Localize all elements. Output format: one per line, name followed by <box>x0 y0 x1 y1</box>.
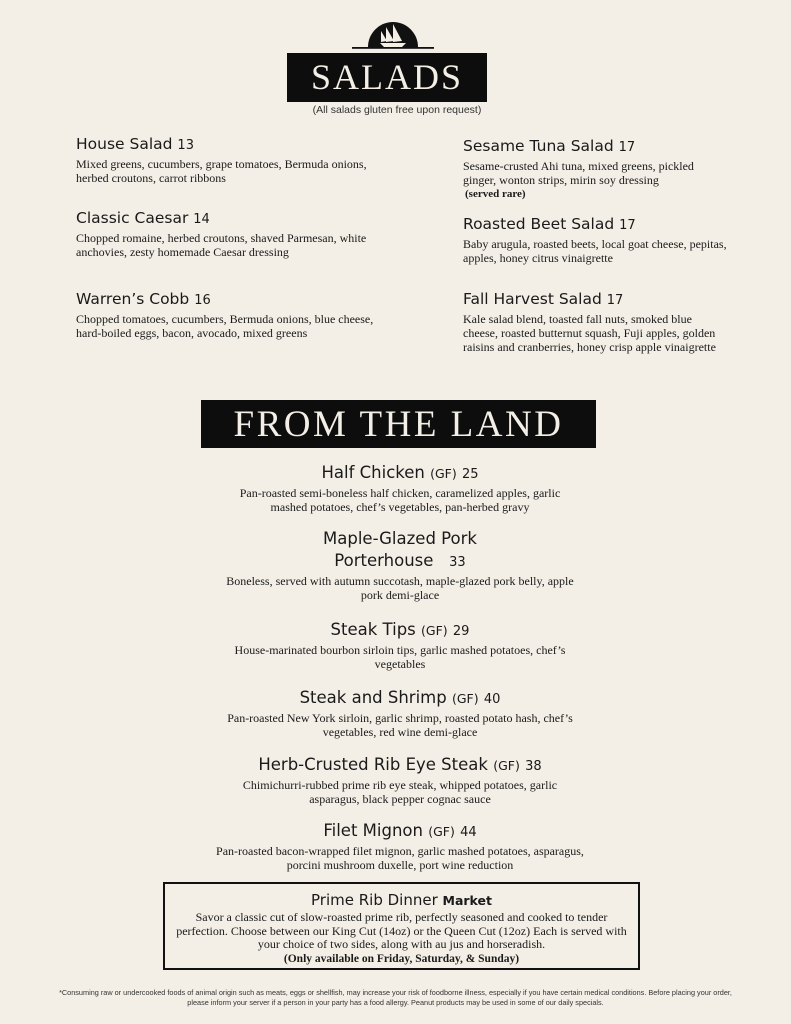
salads-note: (All salads gluten free upon request) <box>312 104 482 116</box>
menu-item <box>463 289 728 354</box>
gf-badge: (GF) <box>421 623 448 638</box>
item-name: Maple-Glazed Pork <box>323 529 477 548</box>
item-price: Market <box>442 893 492 908</box>
item-description: Pan-roasted semi-boneless half chicken, caramelized apples, garlic mashed potatoes, chef’s vegetables, pan-herbed gravy <box>239 486 561 514</box>
item-name: Steak and Shrimp <box>299 688 447 707</box>
item-description: Pan-roasted New York sirloin, garlic shrimp, roasted potato hash, chef’s vegetables, red wine demi-glace <box>227 711 573 739</box>
prime-rib-box <box>163 882 640 970</box>
item-description: Chopped tomatoes, cucumbers, Bermuda onions, blue cheese, hard-boiled eggs, bacon, avocado, mixed greens <box>76 312 374 340</box>
item-price: 33 <box>449 555 466 570</box>
menu-item <box>150 528 650 602</box>
item-price: 17 <box>619 218 636 233</box>
item-name: Steak Tips <box>330 620 416 639</box>
item-note: (served rare) <box>465 188 526 200</box>
gf-badge: (GF) <box>493 758 520 773</box>
menu-item <box>76 289 376 340</box>
menu-item <box>150 462 650 514</box>
item-name: Herb-Crusted Rib Eye Steak <box>258 755 488 774</box>
item-price: 13 <box>177 138 194 153</box>
item-price: 38 <box>525 759 542 774</box>
menu-item <box>76 134 376 185</box>
item-price: 17 <box>618 140 636 155</box>
item-description: Chopped romaine, herbed croutons, shaved Parmesan, white anchovies, zesty homemade Caesar dressing <box>76 231 367 259</box>
menu-item <box>463 214 728 265</box>
item-price: 25 <box>461 467 479 482</box>
menu-item <box>150 820 650 872</box>
ship-logo-icon <box>350 17 436 51</box>
item-price: 40 <box>483 692 501 707</box>
item-name: Roasted Beet Salad <box>463 215 615 233</box>
menu-item <box>150 687 650 739</box>
item-description: Kale salad blend, toasted fall nuts, smoked blue cheese, roasted butternut squash, Fuji apples, golden raisins and cranberries, honey crisp apple vinaigrette <box>463 312 716 354</box>
menu-item <box>463 136 728 201</box>
item-description: Chimichurri-rubbed prime rib eye steak, whipped potatoes, garlic asparagus, black pepper cognac sauce <box>242 778 558 806</box>
item-name: Sesame Tuna Salad <box>463 137 614 155</box>
menu-item <box>150 619 650 671</box>
disclaimer: *Consuming raw or undercooked foods of animal origin such as meats, eggs or shellfish, may increase your risk of foodborne illness, especially if you have certain medical conditions. Before placing your order, please inform your server if a person in your party has a food allergy. Peanut products may be used in some of our daily specials. <box>59 988 732 1007</box>
item-price: 16 <box>194 293 211 308</box>
item-price: 44 <box>460 825 477 840</box>
item-description: Mixed greens, cucumbers, grape tomatoes, Bermuda onions, herbed croutons, carrot ribbons <box>76 157 367 185</box>
item-name: Fall Harvest Salad <box>463 290 602 308</box>
item-name: Filet Mignon <box>323 821 423 840</box>
item-description: Sesame-crusted Ahi tuna, mixed greens, pickled ginger, wonton strips, mirin soy dressing <box>463 159 694 187</box>
land-title: FROM THE LAND <box>201 400 596 448</box>
item-name: House Salad <box>76 135 173 153</box>
item-price: 29 <box>452 624 470 639</box>
item-name: Half Chicken <box>321 463 425 482</box>
item-name: Prime Rib Dinner <box>311 891 438 909</box>
item-name: Classic Caesar <box>76 209 189 227</box>
gf-badge: (GF) <box>430 466 457 481</box>
item-price: 14 <box>193 212 210 227</box>
menu-item <box>150 754 650 806</box>
salads-title: SALADS <box>287 53 487 102</box>
item-name-line2: Porterhouse <box>334 551 434 570</box>
item-description: Baby arugula, roasted beets, local goat cheese, pepitas, apples, honey citrus vinaigrette <box>463 237 727 265</box>
availability-note: (Only available on Friday, Saturday, & Sunday) <box>283 952 520 965</box>
item-name: Warren’s Cobb <box>76 290 190 308</box>
item-description: Pan-roasted bacon-wrapped filet mignon, garlic mashed potatoes, asparagus, porcini mushroom duxelle, port wine reduction <box>216 844 584 872</box>
gf-badge: (GF) <box>451 691 479 706</box>
item-price: 17 <box>606 293 624 308</box>
item-description: Boneless, served with autumn succotash, maple-glazed pork belly, apple pork demi-glace <box>226 574 574 602</box>
menu-item <box>76 208 376 259</box>
gf-badge: (GF) <box>428 824 455 839</box>
item-description: Savor a classic cut of slow-roasted prime rib, perfectly seasoned and cooked to tender perfection. Choose between our King Cut (14oz) or the Queen Cut (12oz) Each is served with your choice of two sides, along with au jus and horseradish. <box>176 910 627 951</box>
item-description: House-marinated bourbon sirloin tips, garlic mashed potatoes, chef’s vegetables <box>234 643 566 671</box>
